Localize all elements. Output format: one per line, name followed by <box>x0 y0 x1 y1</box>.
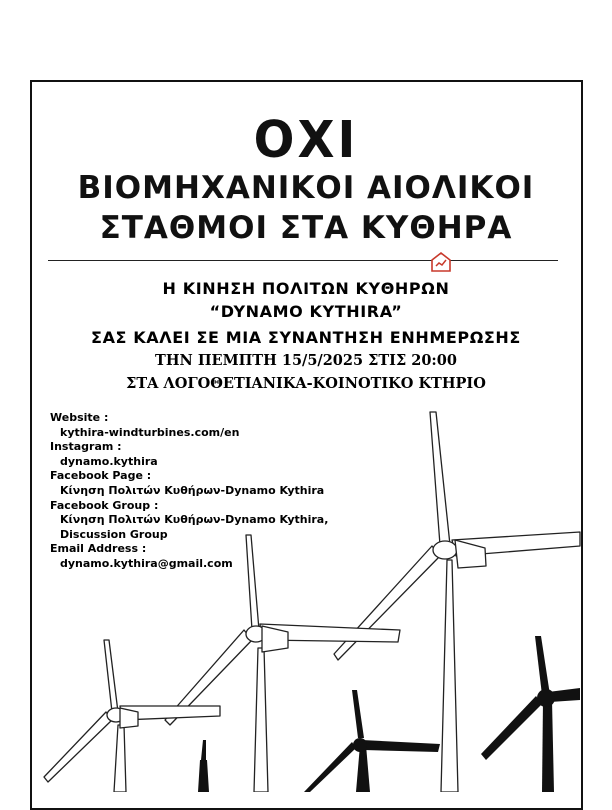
facebook-group-name[interactable]: Κίνηση Πολιτών Κυθήρων-Dynamo Kythira, <box>60 513 329 527</box>
wind-turbine-silhouette-2 <box>481 636 580 792</box>
facebook-page-label: Facebook Page : <box>50 469 152 483</box>
venue-line: ΣΤΑ ΛΟΓΟΘΕΤΙΑΝΙΚΑ-ΚΟΙΝΟΤΙΚΟ ΚΤΗΡΙΟ <box>126 375 486 392</box>
facebook-group-label: Facebook Group : <box>50 498 159 512</box>
contact-info <box>50 411 350 572</box>
title-no: ΟΧΙ <box>253 110 359 170</box>
invite-line: ΣΑΣ ΚΑΛΕΙ ΣΕ ΜΙΑ ΣΥΝΑΝΤΗΣΗ ΕΝΗΜΕΡΩΣΗΣ <box>91 328 521 347</box>
email-label: Email Address : <box>50 542 147 556</box>
facebook-group-name-cont[interactable]: Discussion Group <box>60 527 168 541</box>
organizer-line-1: Η ΚΙΝΗΣΗ ΠΟΛΙΤΩΝ ΚΥΘΗΡΩΝ <box>162 279 450 298</box>
organizer-line-2: “DYNAMO KYTHIRA” <box>209 302 403 321</box>
website-label: Website : <box>50 411 109 424</box>
title-line-3: ΣΤΑΘΜΟΙ ΣΤΑ ΚΥΘΗΡΑ <box>99 210 513 246</box>
wind-turbine-small <box>44 640 220 792</box>
instagram-handle[interactable]: dynamo.kythira <box>60 454 158 468</box>
title-line-2: ΒΙΟΜΗΧΑΝΙΚΟΙ ΑΙΟΛΙΚΟΙ <box>77 170 535 206</box>
divider-line <box>48 260 558 261</box>
facebook-page-name[interactable]: Κίνηση Πολιτών Κυθήρων-Dynamo Kythira <box>60 483 325 497</box>
house-chart-logo-icon <box>430 251 452 273</box>
date-line: ΤΗΝ ΠΕΜΠΤΗ 15/5/2025 ΣΤΙΣ 20:00 <box>155 352 457 369</box>
website-link[interactable]: kythira-windturbines.com/en <box>60 425 240 439</box>
wind-turbine-silhouette-1 <box>304 690 440 792</box>
wind-turbine-silhouette-3 <box>198 740 209 792</box>
instagram-label: Instagram : <box>50 440 122 454</box>
email-address[interactable]: dynamo.kythira@gmail.com <box>60 556 233 570</box>
